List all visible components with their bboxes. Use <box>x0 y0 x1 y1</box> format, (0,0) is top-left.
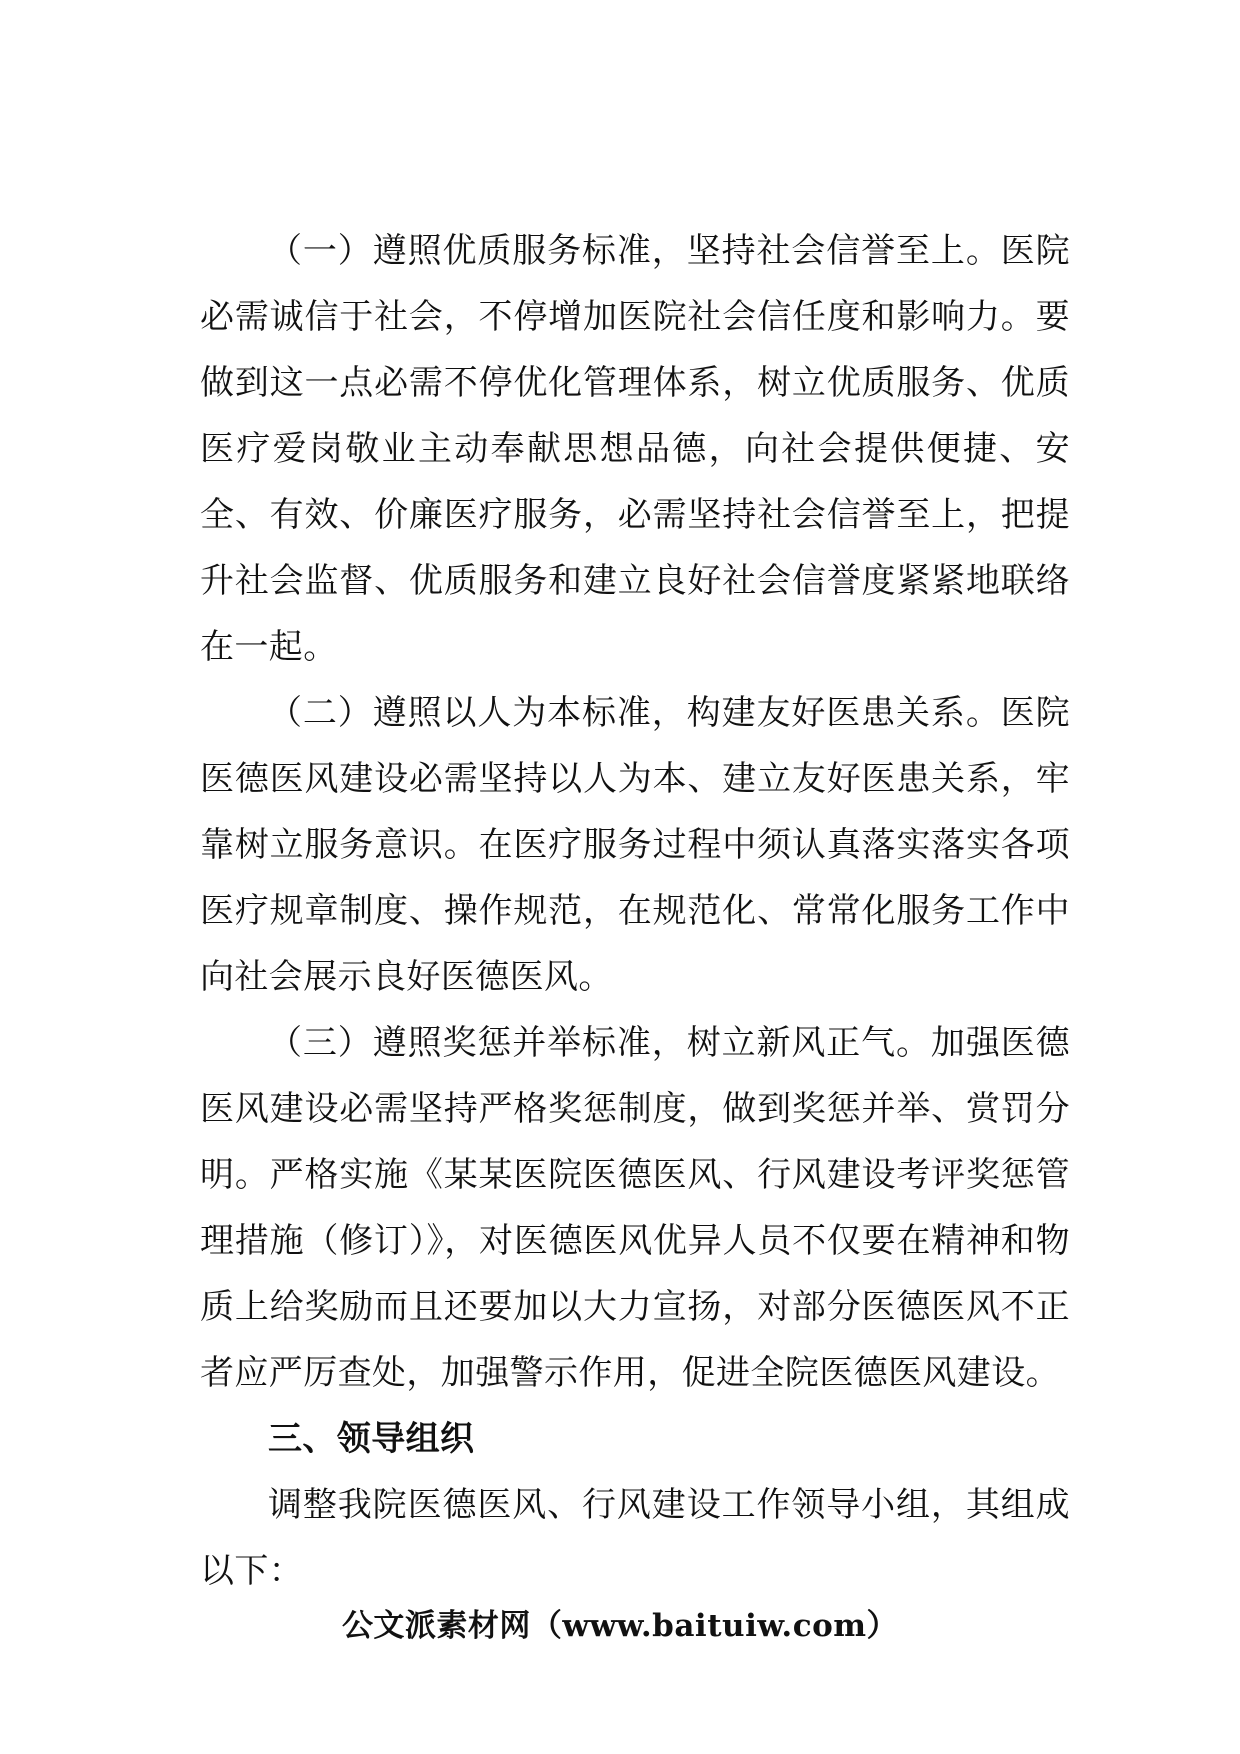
section-heading-leadership: 三、领导组织 <box>268 1419 475 1459</box>
paragraph-principle-2: （二）遵照以人为本标准，构建友好医患关系。医院医德医风建设必需坚持以人为本、建立友好医患关系，牢靠树立服务意识。在医疗服务过程中须认真落实落实各项医疗规章制度、操作规范，在规范化、常常化服务工作中向社会展示良好医德医风。 <box>200 693 1070 997</box>
paragraph-leadership-group: 调整我院医德医风、行风建设工作领导小组，其组成以下： <box>200 1485 1070 1591</box>
paragraph-principle-3: （三）遵照奖惩并举标准，树立新风正气。加强医德医风建设必需坚持严格奖惩制度，做到奖惩并举、赏罚分明。严格实施《某某医院医德医风、行风建设考评奖惩管理措施（修订）》，对医德医风优异人员不仅要在精神和物质上给奖励而且还要加以大力宣扬，对部分医德医风不正者应严厉查处，加强警示作用，促进全院医德医风建设。 <box>200 1023 1070 1393</box>
footer-watermark: 公文派素材网（www.baituiw.com） <box>341 1608 899 1644</box>
document-body <box>200 218 1070 1604</box>
paragraph-principle-1: （一）遵照优质服务标准，坚持社会信誉至上。医院必需诚信于社会，不停增加医院社会信任度和影响力。要做到这一点必需不停优化管理体系，树立优质服务、优质医疗爱岗敬业主动奉献思想品德，向社会提供便捷、安全、有效、价廉医疗服务，必需坚持社会信誉至上，把提升社会监督、优质服务和建立良好社会信誉度紧紧地联络在一起。 <box>200 231 1070 667</box>
